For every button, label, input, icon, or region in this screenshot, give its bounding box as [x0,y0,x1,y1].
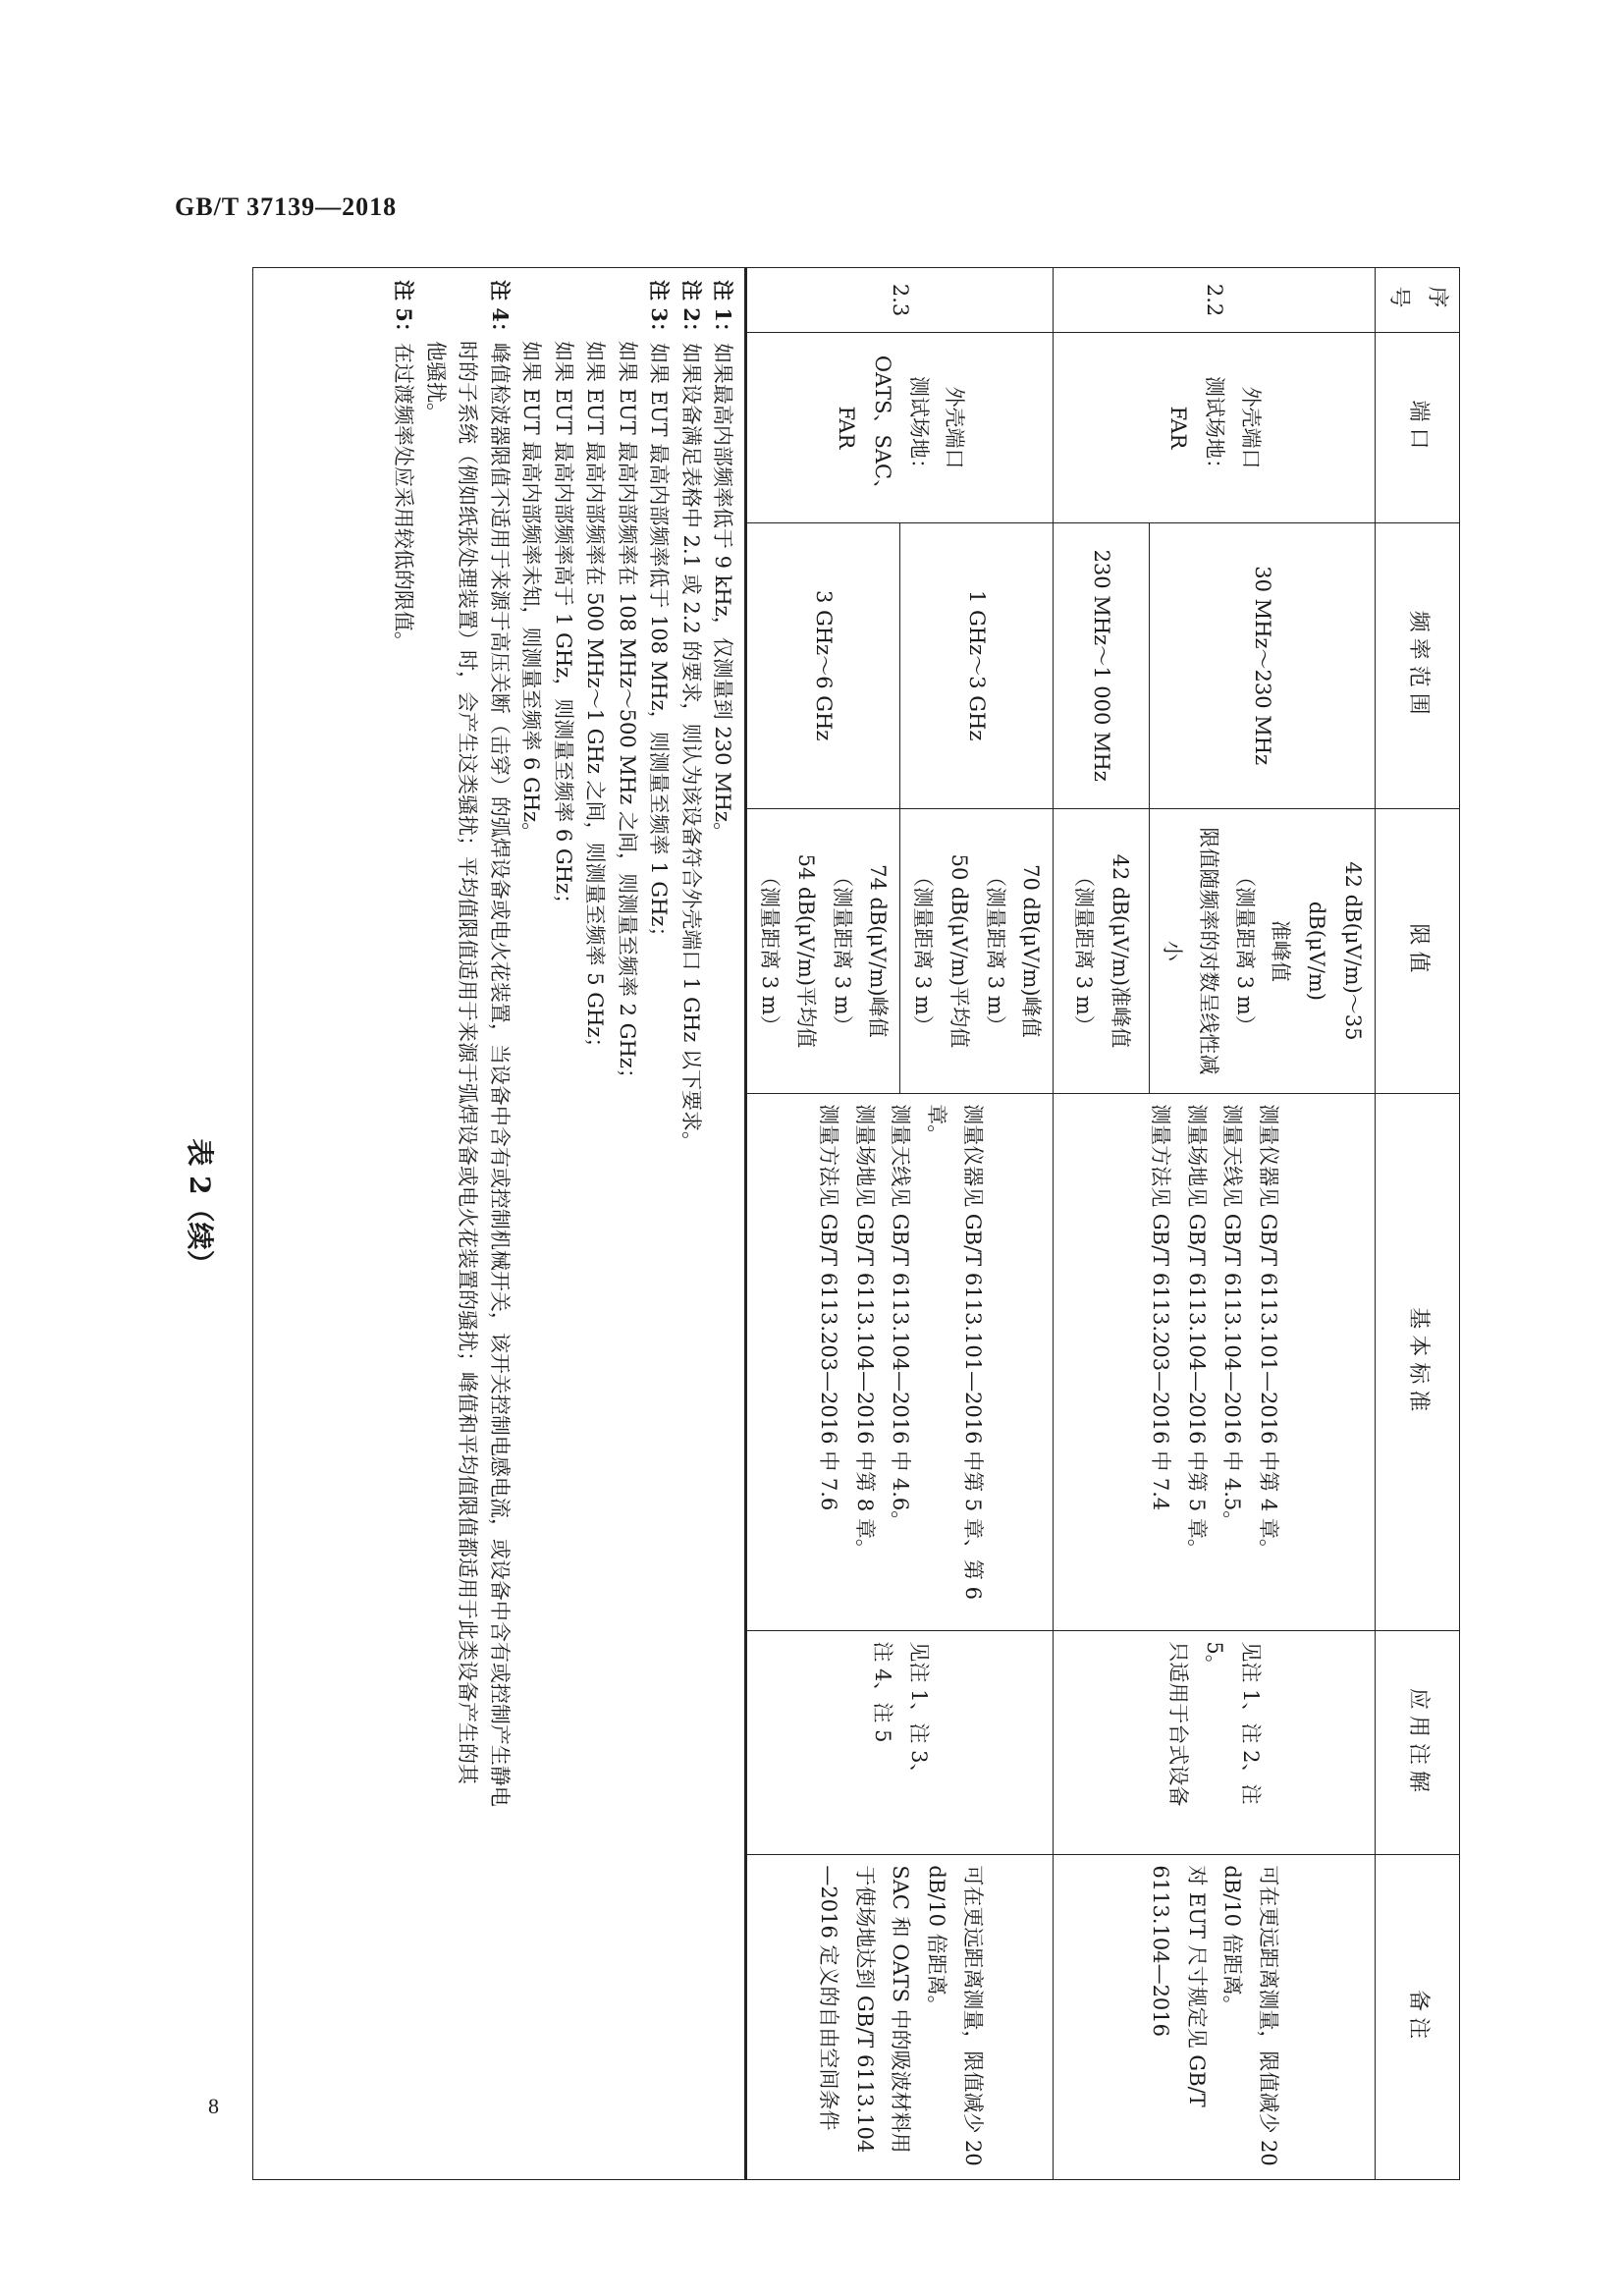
note-label: 注 5： [392,280,417,343]
note-text: 如果 EUT 最高内部频率低于 108 MHz，则测量至频率 1 GHz； [647,342,672,948]
note-text: 他骚扰。 [423,341,448,423]
header-remark: 备注 [1376,1855,1460,2180]
header-limit: 限值 [1376,808,1460,1094]
note-text: 峰值检波器限值不适用于来源于高压关断（击穿）的弧焊设备或电火花装置，当设备中含有或控制机械开关，该开关控制电感电流，或设备中含有或控制产生静电 [487,342,512,1807]
header-apply: 应用注解 [1376,1631,1460,1855]
table-caption: 表 2（续） [184,1138,216,1278]
note-label: 注 4： [487,280,513,343]
row-basic: 测量仪器见 GB/T 6113.101—2016 中第 4 章。 测量天线见 GB/T 6113.104—2016 中 4.5。 测量场地见 GB/T 6113.104—2016 中第 5 章。 测量方法见 GB/T 6113.203—2016 中 7.4 [1054,1094,1376,1631]
header-freq: 频率范围 [1376,522,1460,808]
row-limit: 42 dB(μV/m)～35 dB(μV/m) 准峰值 （测量距离 3 m） 限值随频率的对数呈线性减小 [1150,808,1376,1094]
note-text: 如果 EUT 最高内部频率高于 1 GHz，则测量至频率 6 GHz； [551,341,575,915]
row-limit: 74 dB(μV/m)峰值 （测量距离 3 m） 54 dB(μV/m)平均值 （测量距离 3 m） [746,808,900,1094]
page-number: 8 [208,2094,219,2118]
rotated-table-host [252,267,1460,2180]
row-apply: 见注 1、注 3、 注 4、注 5 [746,1631,1054,1855]
standard-id: GB/T 37139—2018 [175,192,398,221]
row-freq: 3 GHz～6 GHz [746,522,900,808]
row-remark: 可在更远距离测量，限值减少 20 dB/10 倍距离。 SAC 和 OATS 中的吸波材料用于使场地达到 GB/T 6113.104—2016 定义的自由空间条件 [746,1855,1054,2180]
notes-cell [253,268,747,2180]
table-row [900,268,1054,2180]
header-row [1376,268,1460,2180]
row-remark: 可在更远距离测量，限值减少 20 dB/10 倍距离。 对 EUT 尺寸规定见 GB/T 6113.104—2016 [1054,1855,1376,2180]
row-port: 外壳端口 测试场地：OATS、SAC、FAR [746,333,1054,523]
notes-row [253,268,747,2180]
row-freq: 230 MHz～1 000 MHz [1054,522,1150,808]
rotated-table [252,267,1460,2180]
note-text: 如果设备满足表格中 2.1 或 2.2 的要求，则认为该设备符合外壳端口 1 GHz 以下要求。 [678,342,703,1152]
row-freq: 1 GHz～3 GHz [900,522,1054,808]
row-port: 外壳端口 测试场地： FAR [1054,333,1376,523]
note-text: 在过渡频率处应采用较低的限值。 [392,342,416,652]
note-text: 如果最高内部频率低于 9 kHz，仅测量到 230 MHz。 [711,342,735,844]
header-basic: 基本标准 [1376,1094,1460,1631]
note-text: 如果 EUT 最高内部频率未知，则测量至频率 6 GHz。 [519,341,544,844]
table-caption-wrap [182,1139,221,1277]
row-apply: 见注 1、注 2、注 5。 只适用于台式设备 [1054,1631,1376,1855]
note-label: 注 2： [678,280,704,343]
row-no: 2.2 [1054,268,1376,333]
standards-table [252,267,1460,2180]
row-limit: 42 dB(μV/m)准峰值 （测量距离 3 m） [1054,808,1150,1094]
header-no: 序号 [1376,268,1460,333]
row-limit: 70 dB(μV/m)峰值 （测量距离 3 m） 50 dB(μV/m)平均值 （测量距离 3 m） [900,808,1054,1094]
note-label: 注 3： [647,280,673,343]
row-no: 2.3 [746,268,1054,333]
note-label: 注 1： [711,280,736,343]
note-text: 如果 EUT 最高内部频率在 108 MHz～500 MHz 之间，则测量至频率 2 GHz； [615,341,639,1089]
header-port: 端口 [1376,333,1460,523]
row-basic: 测量仪器见 GB/T 6113.101—2016 中第 5 章、第 6 章。 测量天线见 GB/T 6113.104—2016 中 4.6。 测量场地见 GB/T 6113.104—2016 中第 8 章。 测量方法见 GB/T 6113.203—2016 中 7.6 [746,1094,1054,1631]
row-freq: 30 MHz～230 MHz [1150,522,1376,808]
note-text: 时的子系统（例如纸张处理装置）时，会产生这类骚扰；平均值限值适用于来源于弧焊设备或电火花装置的骚扰；峰值和平均值限值都适用于此类设备产生的其 [456,341,480,1784]
table-row [1150,268,1376,2180]
note-text: 如果 EUT 最高内部频率在 500 MHz～1 GHz 之间，则测量至频率 5 GHz； [583,341,608,1059]
